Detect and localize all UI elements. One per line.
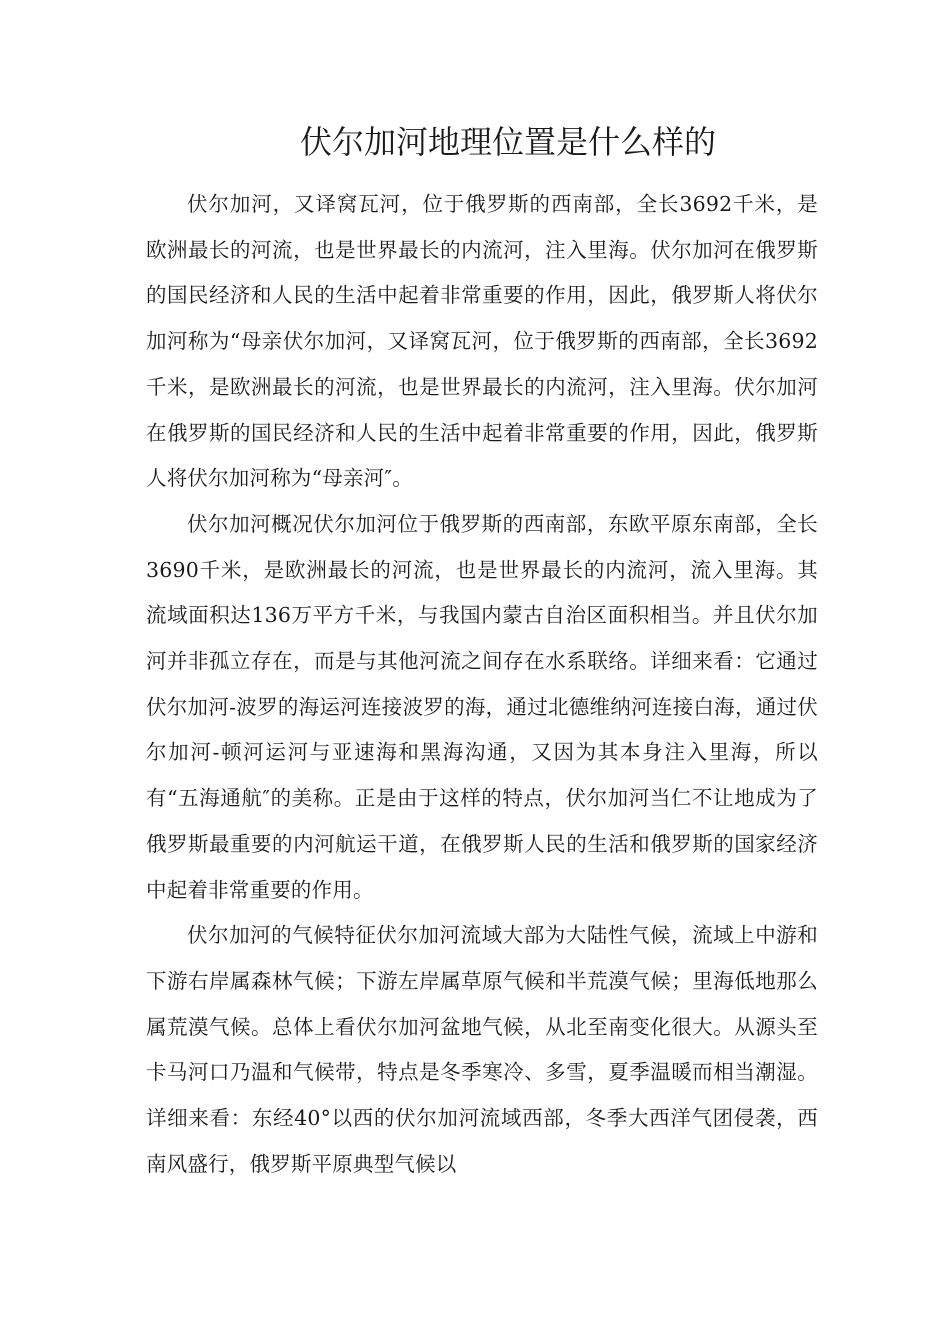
- paragraph-intro: 伏尔加河，又译窝瓦河，位于俄罗斯的西南部，全长3692千米，是欧洲最长的河流，也是世界最长的内流河，注入里海。伏尔加河在俄罗斯的国民经济和人民的生活中起着非常重要的作用，因此，俄罗斯人将伏尔加河称为“母亲伏尔加河，又译窝瓦河，位于俄罗斯的西南部，全长3692千米，是欧洲最长的河流，也是世界最长的内流河，注入里海。伏尔加河在俄罗斯的国民经济和人民的生活中起着非常重要的作用，因此，俄罗斯人将伏尔加河称为“母亲河″。: [146, 192, 818, 491]
- document-title: 伏尔加河地理位置是什么样的: [299, 123, 716, 161]
- paragraph-climate: 伏尔加河的气候特征伏尔加河流域大部为大陆性气候，流域上中游和下游右岸属森林气候；下游左岸属草原气候和半荒漠气候；里海低地那么属荒漠气候。总体上看伏尔加河盆地气候，从北至南变化很大。从源头至卡马河口乃温和气候带，特点是冬季寒冷、多雪，夏季温暖而相当潮湿。详细来看：东经40°以西的伏尔加河流域西部，冬季大西洋气团侵袭，西南风盛行，俄罗斯平原典型气候以: [146, 923, 818, 1176]
- document-body: [146, 182, 818, 1187]
- paragraph-overview: 伏尔加河概况伏尔加河位于俄罗斯的西南部，东欧平原东南部，全长3690千米，是欧洲最长的河流，也是世界最长的内流河，流入里海。其流域面积达136万平方千米，与我国内蒙古自治区面积相当。并且伏尔加河并非孤立存在，而是与其他河流之间存在水系联络。详细来看：它通过伏尔加河-波罗的海运河连接波罗的海，通过北德维纳河连接白海，通过伏尔加河-顿河运河与亚速海和黑海沟通，又因为其本身注入里海，所以有“五海通航″的美称。正是由于这样的特点，伏尔加河当仁不让地成为了俄罗斯最重要的内河航运干道，在俄罗斯人民的生活和俄罗斯的国家经济中起着非常重要的作用。: [146, 511, 818, 902]
